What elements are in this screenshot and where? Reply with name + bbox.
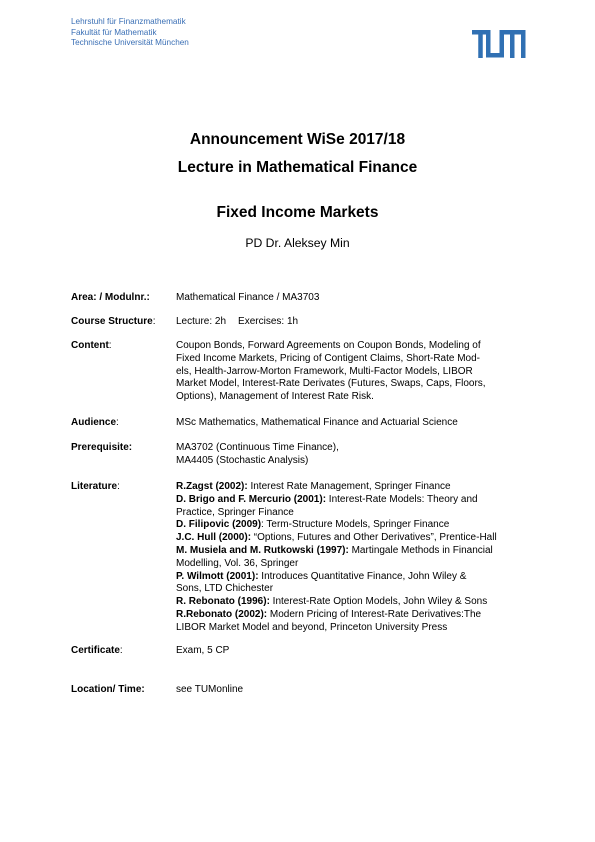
audience-text: MSc Mathematics, Mathematical Finance and Actuarial Science	[176, 417, 458, 428]
audience-label-text: Audience	[71, 417, 117, 428]
structure-label-text: Course Structure	[71, 316, 153, 327]
certificate-label-text: Certificate	[71, 645, 120, 656]
location-text: see TUMonline	[176, 684, 244, 695]
literature-label-text: Literature	[71, 481, 118, 492]
location-label: Location/ Time:	[71, 684, 145, 695]
structure-lecture: Lecture: 2h	[176, 316, 227, 327]
structure-exercises: Exercises: 1h	[238, 316, 299, 327]
literature-line	[176, 519, 526, 532]
literature-line	[176, 596, 526, 609]
literature-line	[176, 571, 526, 584]
audience-value	[176, 417, 526, 430]
literature-line	[176, 494, 526, 507]
literature-text: Modelling, Vol. 36, Springer	[176, 557, 299, 569]
literature-author: M. Musiela and M. Rutkowski (1997):	[176, 544, 349, 556]
content-value	[176, 340, 526, 404]
content-line: Market Model, Interest-Rate Derivates (Futures, Swaps, Caps, Floors,	[176, 378, 486, 390]
header-line-university: Technische Universität München	[71, 38, 189, 48]
literature-label-colon: :	[117, 481, 120, 492]
literature-author: J.C. Hull (2000):	[176, 532, 252, 544]
audience-label-colon: :	[116, 417, 119, 428]
content-line: els, Health-Jarrow-Morton Framework, Multi-Factor Models, LIBOR	[176, 365, 473, 377]
announcement-title: Announcement WiSe 2017/18	[189, 131, 406, 148]
literature-label	[71, 481, 120, 492]
literature-author: R. Rebonato (1996):	[176, 596, 270, 608]
content-label	[71, 340, 112, 351]
literature-line	[176, 481, 526, 494]
literature-author: R.Zagst (2002):	[176, 481, 248, 492]
literature-author: R.Rebonato (2002):	[176, 608, 268, 620]
literature-line	[176, 532, 526, 545]
certificate-text: Exam, 5 CP	[176, 645, 230, 656]
literature-author: D. Filipovic (2009)	[176, 519, 262, 531]
literature-text: Interest Rate Management, Springer Finance	[247, 481, 451, 492]
prerequisite-line: MA3702 (Continuous Time Finance),	[176, 442, 339, 453]
area-label: Area: / Modulnr.:	[71, 292, 150, 303]
literature-author: P. Wilmott (2001):	[176, 570, 259, 582]
literature-line	[176, 545, 526, 558]
area-text: Mathematical Finance / MA3703	[176, 292, 320, 303]
literature-line	[176, 507, 526, 520]
literature-text: Introduces Quantitative Finance, John Wiley &	[258, 570, 467, 582]
lecturer-name: PD Dr. Aleksey Min	[245, 236, 350, 250]
lecture-title: Lecture in Mathematical Finance	[177, 159, 418, 176]
literature-text: “Options, Futures and Other Derivatives”, Prentice-Hall	[251, 532, 497, 544]
content-line: Fixed Income Markets, Pricing of Contigent Claims, Short-Rate Mod-	[176, 352, 480, 364]
structure-label-colon: :	[152, 316, 156, 327]
location-value	[176, 684, 526, 697]
literature-text: Practice, Springer Finance	[176, 506, 294, 518]
prerequisite-label: Prerequisite:	[71, 442, 133, 453]
literature-list	[176, 481, 526, 635]
chair-header	[71, 17, 189, 49]
tum-logo	[472, 30, 526, 58]
prerequisite-value	[176, 442, 526, 468]
certificate-label-colon: :	[119, 645, 123, 656]
literature-text: Martingale Methods in Financial	[348, 544, 493, 556]
content-line: Coupon Bonds, Forward Agreements on Coupon Bonds, Modeling of	[176, 340, 481, 351]
course-title: Fixed Income Markets	[216, 204, 379, 221]
content-label-colon: :	[108, 340, 112, 351]
header-line-chair: Lehrstuhl für Finanzmathematik	[71, 17, 186, 26]
literature-line	[176, 583, 526, 596]
prerequisite-line: MA4405 (Stochastic Analysis)	[176, 454, 309, 466]
literature-line	[176, 558, 526, 571]
literature-text: Modern Pricing of Interest-Rate Derivatives:The	[267, 608, 482, 620]
literature-line	[176, 609, 526, 622]
structure-value	[176, 316, 526, 329]
literature-text: Sons, LTD Chichester	[176, 583, 274, 595]
literature-author: D. Brigo and F. Mercurio (2001):	[176, 493, 327, 505]
literature-text: Interest-Rate Option Models, John Wiley & Sons	[269, 596, 488, 608]
audience-label	[71, 417, 119, 428]
literature-text: LIBOR Market Model and beyond, Princeton University Press	[176, 621, 448, 633]
structure-label	[71, 316, 155, 327]
certificate-label	[71, 645, 123, 656]
certificate-value	[176, 645, 526, 658]
literature-text: Interest-Rate Models: Theory and	[326, 493, 478, 505]
content-line: Options), Management of Interest Rate Risk.	[176, 391, 374, 403]
header-line-faculty: Fakultät für Mathematik	[71, 27, 157, 37]
content-label-text: Content	[71, 340, 109, 351]
literature-text: : Term-Structure Models, Springer Finance	[261, 519, 450, 531]
area-value	[176, 292, 526, 305]
literature-line	[176, 622, 526, 635]
